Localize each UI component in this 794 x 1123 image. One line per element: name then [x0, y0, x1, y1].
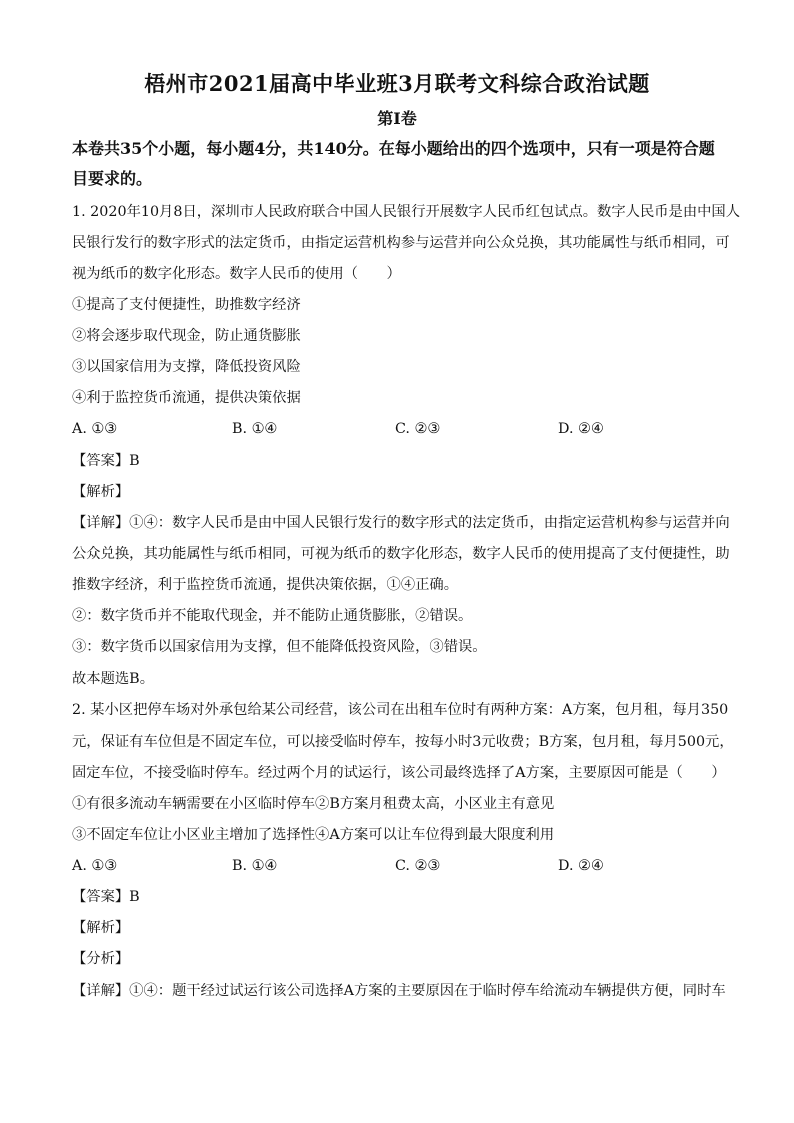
q2-fenxi-label: 【分析】: [72, 951, 130, 967]
q1-analysis-label: 【解析】: [72, 484, 130, 500]
q1-answer: 【答案】B: [72, 453, 140, 469]
q1-statement-3: ③以国家信用为支撑，降低投资风险: [72, 359, 301, 375]
q2-stem-line-3: 固定车位，不接受临时停车。经过两个月的试运行，该公司最终选择了A方案，主要原因可能是（ ）: [72, 765, 726, 781]
q2-stem-line-2: 元，保证有车位但是不固定车位，可以接受临时停车，按每小时3元收费；B方案，包月租，每月500元，: [72, 734, 734, 750]
q2-detail-line-1: 【详解】①④：题干经过试运行该公司选择A方案的主要原因在于临时停车给流动车辆提供方便，同时车: [72, 983, 726, 999]
q1-option-d: D. ②④: [558, 421, 604, 437]
q1-option-b: B. ①④: [232, 421, 278, 437]
page-title: 梧州市2021届高中毕业班3月联考文科综合政治试题: [144, 71, 650, 96]
instructions-line-1: 本卷共35个小题，每小题4分，共140分。在每小题给出的四个选项中，只有一项是符合题: [72, 139, 715, 158]
q1-stem-line-2: 民银行发行的数字形式的法定货币，由指定运营机构参与运营并向公众兑换，其功能属性与纸币相同，可: [72, 235, 730, 251]
q2-option-b: B. ①④: [232, 858, 278, 874]
q1-statement-1: ①提高了支付便捷性，助推数字经济: [72, 297, 301, 313]
q2-statement-line-2: ③不固定车位让小区业主增加了选择性④A方案可以让车位得到最大限度利用: [72, 827, 555, 843]
q1-detail-line-1: 【详解】①④：数字人民币是由中国人民银行发行的数字形式的法定货币，由指定运营机构参与运营并向: [72, 515, 730, 531]
volume-heading: 第I卷: [377, 109, 417, 128]
q2-stem-line-1: 2. 某小区把停车场对外承包给某公司经营，该公司在出租车位时有两种方案：A方案，包月租，每月350: [72, 702, 729, 718]
q1-statement-2: ②将会逐步取代现金，防止通货膨胀: [72, 328, 301, 344]
instructions-line-2: 目要求的。: [72, 169, 153, 188]
q2-answer: 【答案】B: [72, 889, 140, 905]
q2-option-d: D. ②④: [558, 858, 604, 874]
q1-option-c: C. ②③: [395, 421, 441, 437]
q2-analysis-label: 【解析】: [72, 920, 130, 936]
q1-option-a: A. ①③: [72, 421, 118, 437]
q1-statement-4: ④利于监控货币流通，提供决策依据: [72, 390, 301, 406]
q1-detail-line-6: 故本题选B。: [72, 671, 154, 687]
q2-option-c: C. ②③: [395, 858, 441, 874]
q1-detail-line-4: ②：数字货币并不能取代现金，并不能防止通货膨胀，②错误。: [72, 608, 473, 624]
q1-stem-line-3: 视为纸币的数字化形态。数字人民币的使用（ ）: [72, 266, 401, 282]
q1-stem-line-1: 1. 2020年10月8日，深圳市人民政府联合中国人民银行开展数字人民币红包试点。数字人民币是由中国人: [72, 204, 741, 220]
q2-option-a: A. ①③: [72, 858, 118, 874]
q1-detail-line-3: 推数字经济，利于监控货币流通，提供决策依据，①④正确。: [72, 577, 459, 593]
q2-statement-line-1: ①有很多流动车辆需要在小区临时停车②B方案月租费太高，小区业主有意见: [72, 796, 555, 812]
q1-detail-line-2: 公众兑换，其功能属性与纸币相同，可视为纸币的数字化形态，数字人民币的使用提高了支付便捷性，助: [72, 546, 730, 562]
q1-detail-line-5: ③：数字货币以国家信用为支撑，但不能降低投资风险，③错误。: [72, 639, 487, 655]
